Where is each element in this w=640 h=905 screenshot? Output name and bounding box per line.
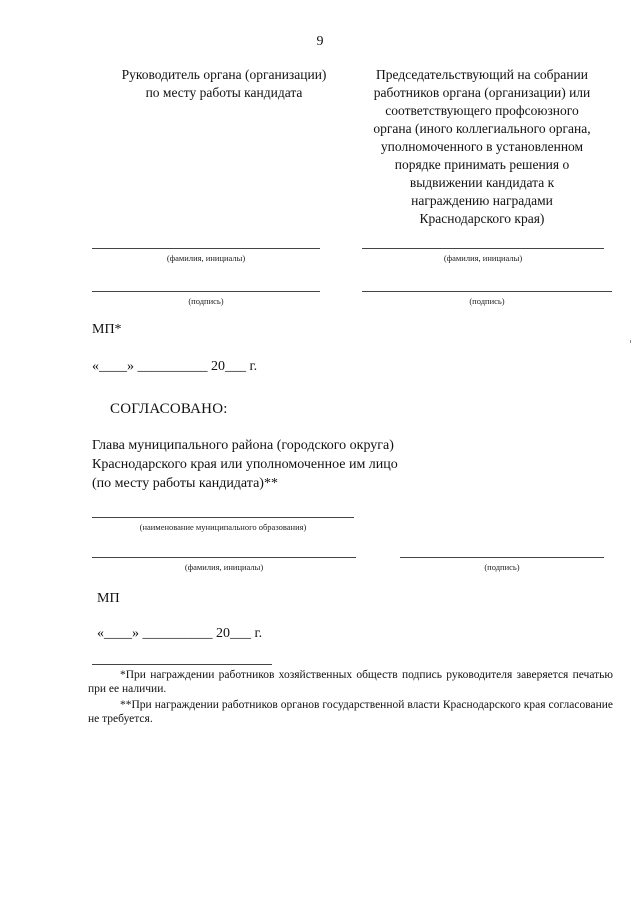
scan-mark <box>630 340 631 343</box>
municipal-head-block <box>92 436 452 493</box>
municipal-head-line: (по месту работы кандидата)** <box>92 476 278 491</box>
page-number: 9 <box>316 34 324 49</box>
manager-signature-heading <box>100 66 348 102</box>
agreed-heading: СОГЛАСОВАНО: <box>110 401 228 417</box>
chairperson-heading-line: работников органа (организации) или <box>373 85 591 100</box>
municipal-head-line: Глава муниципального района (городского округа) <box>92 438 394 453</box>
chairperson-heading-line: награждению наградами <box>411 193 553 208</box>
footnote-1: *При награждении работников хозяйственных обществ подпись руководителя заверяется печатью при ее наличии. <box>88 669 613 695</box>
manager-signature-caption: (подпись) <box>188 296 224 306</box>
manager-heading-line: Руководитель органа (организации) <box>121 67 327 82</box>
manager-name-line <box>92 248 320 249</box>
municipality-name-caption: (наименование муниципального образования) <box>139 522 307 532</box>
head-signature-caption: (подпись) <box>484 562 520 572</box>
chairperson-name-line <box>362 248 604 249</box>
chairperson-name-caption: (фамилия, инициалы) <box>443 253 523 263</box>
head-name-line <box>92 557 356 558</box>
footnote-2: **При награждении работников органов государственной власти Краснодарского края согласование не требуется. <box>88 699 613 725</box>
chairperson-signature-line <box>362 291 612 292</box>
manager-heading-line: по месту работы кандидата <box>145 85 303 100</box>
chairperson-heading-line: Краснодарского края) <box>419 211 545 226</box>
stamp-place-1: МП* <box>92 322 122 337</box>
chairperson-heading-line: порядке принимать решения о <box>394 157 570 172</box>
chairperson-heading-line: органа (иного коллегиального органа, <box>373 121 591 136</box>
chairperson-heading-line: Председательствующий на собрании <box>376 67 588 82</box>
chairperson-signature-heading <box>352 66 612 228</box>
footnote-separator <box>92 664 272 665</box>
chairperson-heading-line: выдвижении кандидата к <box>409 175 555 190</box>
municipality-name-line <box>92 517 354 518</box>
chairperson-heading-line: уполномоченного в установленном <box>380 139 584 154</box>
chairperson-signature-caption: (подпись) <box>469 296 505 306</box>
head-name-caption: (фамилия, инициалы) <box>184 562 264 572</box>
date-line-1: «____» __________ 20___ г. <box>92 359 258 374</box>
manager-signature-line <box>92 291 320 292</box>
manager-name-caption: (фамилия, инициалы) <box>166 253 246 263</box>
chairperson-heading-line: соответствующего профсоюзного <box>385 103 579 118</box>
date-line-2: «____» __________ 20___ г. <box>97 626 263 641</box>
head-signature-line <box>400 557 604 558</box>
stamp-place-2: МП <box>97 591 120 606</box>
municipal-head-line: Краснодарского края или уполномоченное им лицо <box>92 457 398 472</box>
